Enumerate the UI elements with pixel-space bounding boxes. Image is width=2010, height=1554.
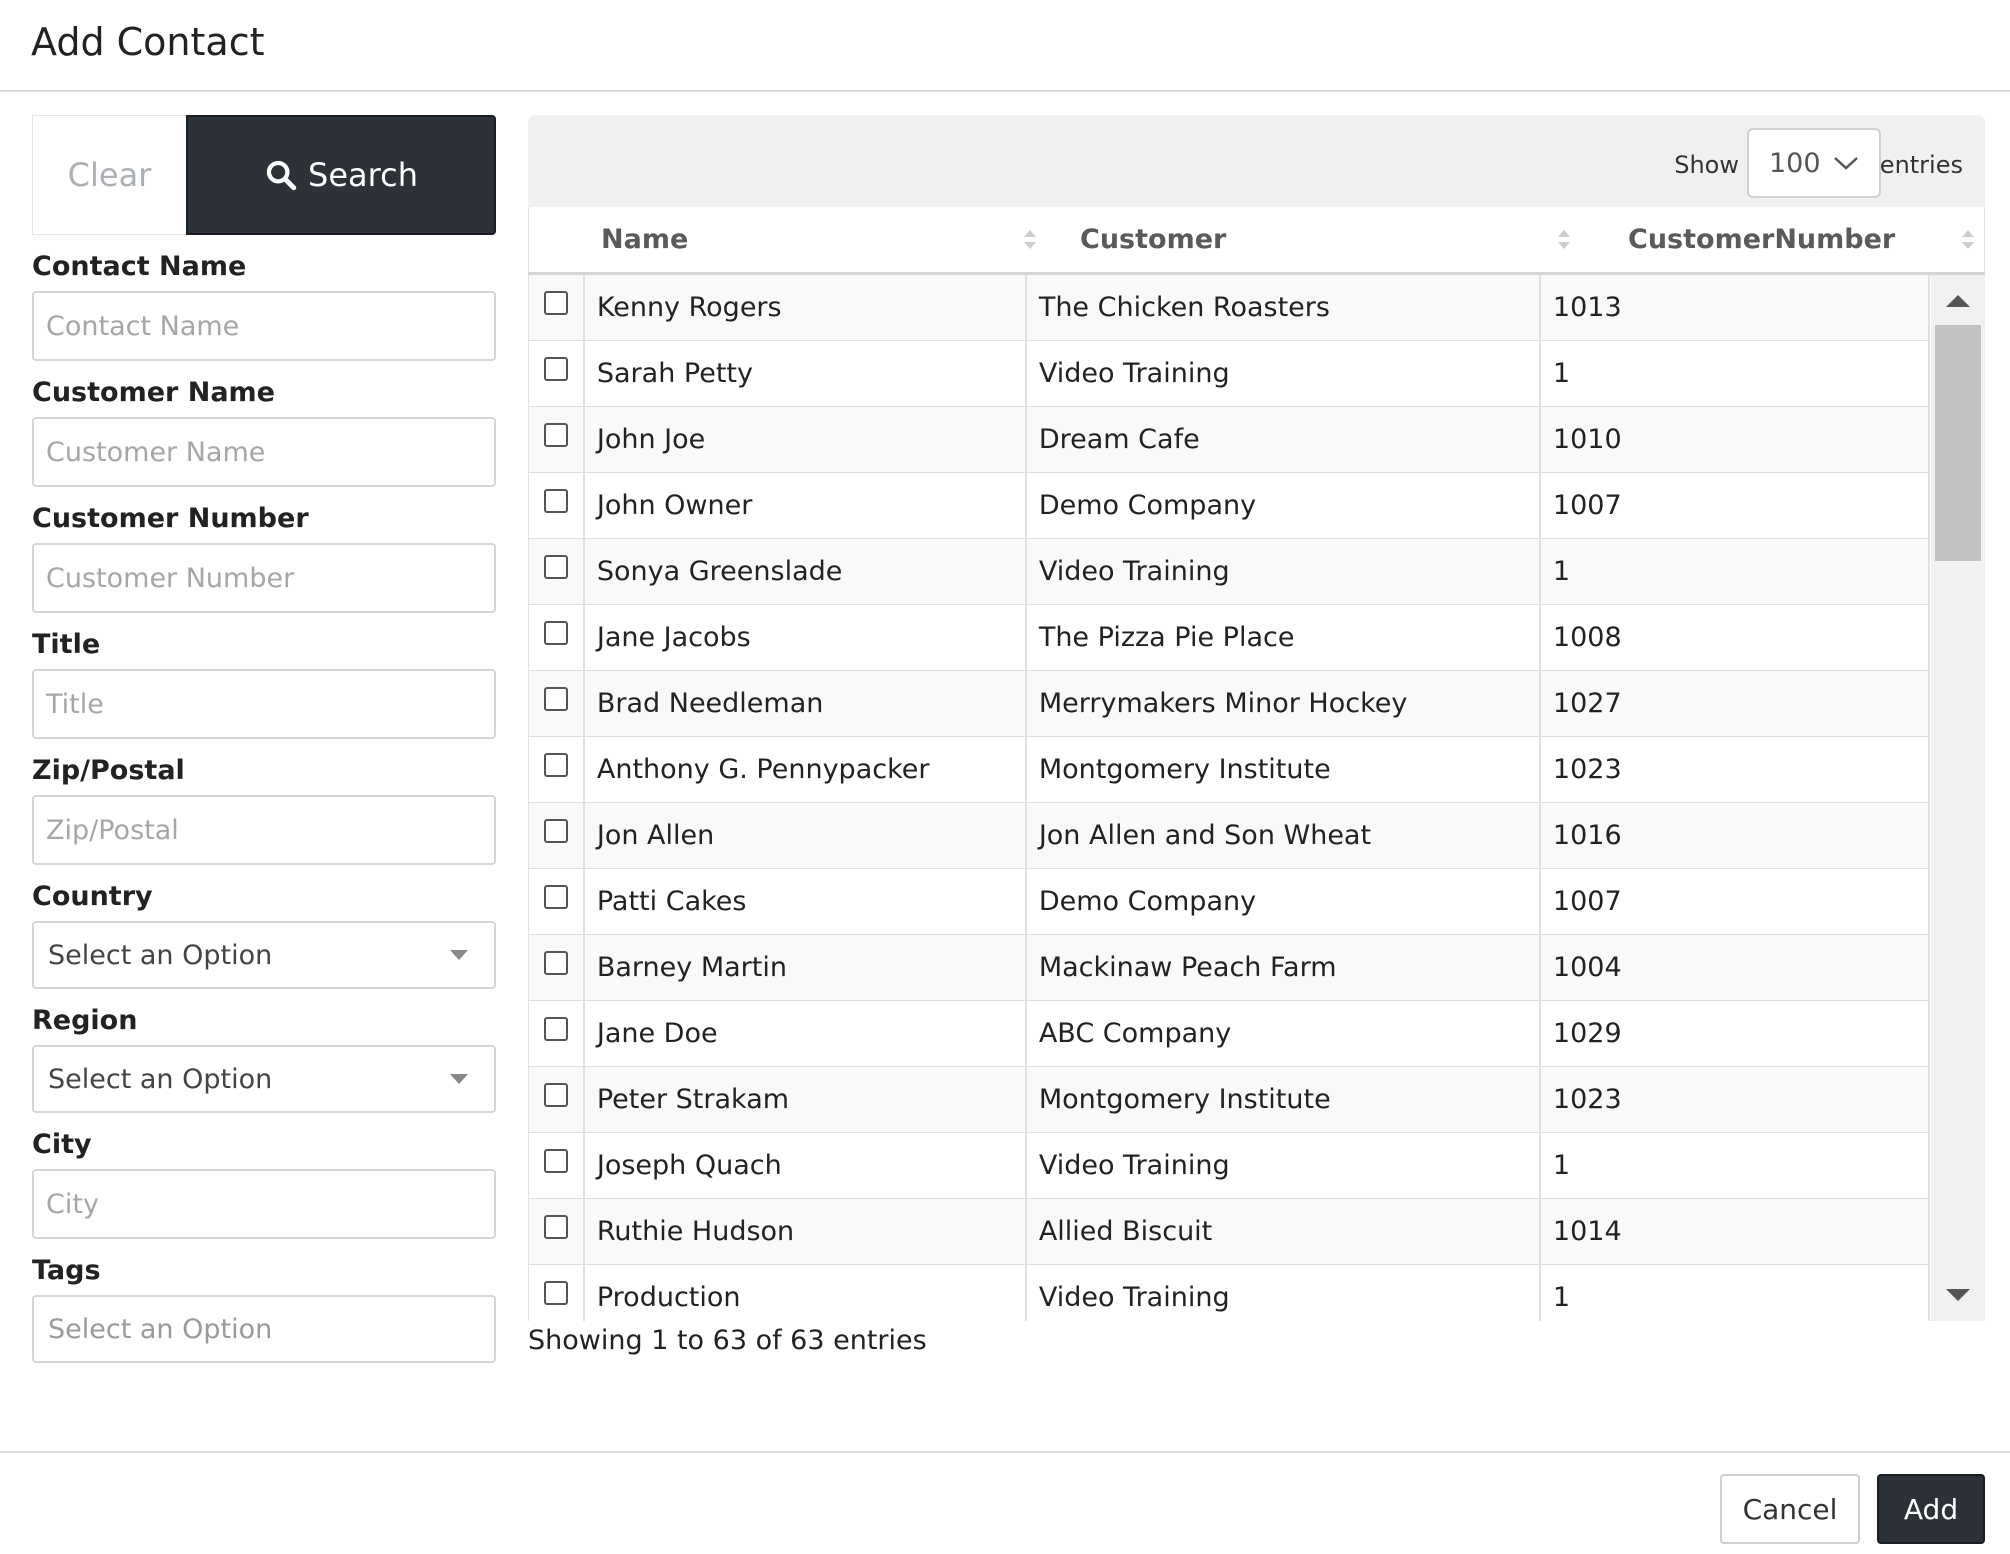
row-checkbox[interactable] [544, 951, 568, 975]
sort-icon [1962, 230, 1974, 252]
row-checkbox[interactable] [544, 885, 568, 909]
name-cell: Production [585, 1265, 1027, 1321]
row-select-cell [529, 671, 585, 736]
search-button[interactable] [186, 115, 496, 235]
customer-cell: ABC Company [1027, 1001, 1541, 1066]
scrollbar-thumb[interactable] [1935, 325, 1981, 561]
name-cell: Kenny Rogers [585, 275, 1027, 340]
title-input[interactable] [32, 669, 496, 739]
tags-label: Tags [32, 1255, 101, 1286]
customer-cell: Video Training [1027, 1265, 1541, 1321]
name-cell: Patti Cakes [585, 869, 1027, 934]
customer-cell: Demo Company [1027, 869, 1541, 934]
row-select-cell [529, 1199, 585, 1264]
customer-cell: Video Training [1027, 539, 1541, 604]
column-header-customer-number[interactable] [1580, 207, 1984, 272]
customer-number-cell: 1 [1541, 341, 1930, 406]
row-select-cell [529, 341, 585, 406]
scroll-down-arrow-icon[interactable] [1946, 1289, 1970, 1301]
row-select-cell [529, 539, 585, 604]
chevron-down-icon [450, 1074, 468, 1084]
table-scrollbar[interactable] [1931, 275, 1985, 1321]
row-select-cell [529, 803, 585, 868]
customer-number-cell: 1 [1541, 539, 1930, 604]
row-select-cell [529, 935, 585, 1000]
zip-input[interactable] [32, 795, 496, 865]
region-select-value: Select an Option [48, 1063, 273, 1095]
customer-name-label: Customer Name [32, 377, 275, 408]
customer-number-cell: 1027 [1541, 671, 1930, 736]
table-header [528, 207, 1985, 275]
customer-cell: Montgomery Institute [1027, 1067, 1541, 1132]
row-checkbox[interactable] [544, 1215, 568, 1239]
customer-number-cell: 1023 [1541, 1067, 1930, 1132]
customer-number-cell: 1008 [1541, 605, 1930, 670]
country-select[interactable] [32, 921, 496, 989]
table-row[interactable] [529, 341, 1930, 407]
customer-cell: The Chicken Roasters [1027, 275, 1541, 340]
table-row[interactable] [529, 935, 1930, 1001]
row-checkbox[interactable] [544, 1017, 568, 1041]
name-cell: Barney Martin [585, 935, 1027, 1000]
table-row[interactable] [529, 1067, 1930, 1133]
row-checkbox[interactable] [544, 1281, 568, 1305]
row-checkbox[interactable] [544, 1083, 568, 1107]
name-cell: Jon Allen [585, 803, 1027, 868]
sort-icon [1558, 230, 1570, 252]
row-checkbox[interactable] [544, 753, 568, 777]
table-row[interactable] [529, 1199, 1930, 1265]
customer-number-cell: 1014 [1541, 1199, 1930, 1264]
contact-name-label: Contact Name [32, 251, 247, 282]
country-label: Country [32, 881, 153, 912]
table-row[interactable] [529, 671, 1930, 737]
row-select-cell [529, 1001, 585, 1066]
customer-cell: Dream Cafe [1027, 407, 1541, 472]
column-header-customer[interactable] [1046, 207, 1580, 272]
table-body [529, 275, 1930, 1321]
column-header-customer-number-label: CustomerNumber [1628, 224, 1896, 255]
customer-number-cell: 1016 [1541, 803, 1930, 868]
scroll-up-arrow-icon[interactable] [1946, 295, 1970, 307]
customer-cell: The Pizza Pie Place [1027, 605, 1541, 670]
customer-cell: Mackinaw Peach Farm [1027, 935, 1541, 1000]
name-cell: Sarah Petty [585, 341, 1027, 406]
column-header-customer-label: Customer [1080, 224, 1227, 255]
row-checkbox[interactable] [544, 423, 568, 447]
tags-multiselect[interactable] [32, 1295, 496, 1363]
table-toolbar [528, 115, 1985, 207]
customer-number-cell: 1 [1541, 1133, 1930, 1198]
row-checkbox[interactable] [544, 687, 568, 711]
customer-cell: Video Training [1027, 1133, 1541, 1198]
row-checkbox[interactable] [544, 819, 568, 843]
table-row[interactable] [529, 407, 1930, 473]
customer-number-cell: 1023 [1541, 737, 1930, 802]
name-cell: Ruthie Hudson [585, 1199, 1027, 1264]
tags-placeholder: Select an Option [48, 1313, 273, 1345]
name-cell: Brad Needleman [585, 671, 1027, 736]
search-icon [264, 158, 298, 192]
row-checkbox[interactable] [544, 291, 568, 315]
customer-number-label: Customer Number [32, 503, 309, 534]
customer-cell: Allied Biscuit [1027, 1199, 1541, 1264]
row-checkbox[interactable] [544, 555, 568, 579]
filter-actions [32, 115, 496, 235]
sort-icon [1024, 230, 1036, 252]
row-checkbox[interactable] [544, 1149, 568, 1173]
page-length-value: 100 [1769, 147, 1821, 179]
name-cell: Joseph Quach [585, 1133, 1027, 1198]
row-checkbox[interactable] [544, 621, 568, 645]
dialog-header [0, 0, 2010, 92]
name-cell: John Owner [585, 473, 1027, 538]
customer-number-cell: 1029 [1541, 1001, 1930, 1066]
row-checkbox[interactable] [544, 489, 568, 513]
customer-cell: Montgomery Institute [1027, 737, 1541, 802]
customer-cell: Video Training [1027, 341, 1541, 406]
length-show-label: Show [1674, 151, 1739, 179]
row-select-cell [529, 1067, 585, 1132]
row-select-cell [529, 407, 585, 472]
row-checkbox[interactable] [544, 357, 568, 381]
contacts-table-wrapper [528, 115, 1985, 1321]
city-label: City [32, 1129, 92, 1160]
table-row[interactable] [529, 869, 1930, 935]
dialog-title: Add Contact [31, 20, 265, 64]
length-entries-label: entries [1879, 151, 1963, 179]
column-header-name-label: Name [601, 224, 689, 255]
table-row[interactable] [529, 539, 1930, 605]
customer-number-cell: 1007 [1541, 869, 1930, 934]
table-body-scroll [528, 275, 1985, 1321]
table-row[interactable] [529, 803, 1930, 869]
customer-name-input[interactable] [32, 417, 496, 487]
clear-button[interactable]: Clear [32, 115, 186, 235]
contact-name-input[interactable] [32, 291, 496, 361]
country-select-value: Select an Option [48, 939, 273, 971]
customer-number-cell: 1004 [1541, 935, 1930, 1000]
name-cell: Sonya Greenslade [585, 539, 1027, 604]
cancel-button[interactable]: Cancel [1720, 1474, 1860, 1544]
table-row[interactable] [529, 473, 1930, 539]
name-cell: Anthony G. Pennypacker [585, 737, 1027, 802]
table-info: Showing 1 to 63 of 63 entries [528, 1325, 927, 1356]
chevron-down-icon [1833, 155, 1859, 171]
row-select-cell [529, 275, 585, 340]
row-select-cell [529, 869, 585, 934]
row-select-cell [529, 1265, 585, 1321]
name-cell: John Joe [585, 407, 1027, 472]
table-row[interactable] [529, 1001, 1930, 1067]
row-select-cell [529, 605, 585, 670]
zip-label: Zip/Postal [32, 755, 185, 786]
region-select[interactable] [32, 1045, 496, 1113]
column-header-name[interactable] [529, 207, 1046, 272]
customer-number-cell: 1007 [1541, 473, 1930, 538]
search-button-label: Search [308, 156, 418, 194]
customer-number-input[interactable] [32, 543, 496, 613]
name-cell: Jane Doe [585, 1001, 1027, 1066]
page-length-select[interactable] [1747, 128, 1881, 198]
row-select-cell [529, 473, 585, 538]
table-row[interactable] [529, 1133, 1930, 1199]
row-select-cell [529, 1133, 585, 1198]
table-row[interactable] [529, 605, 1930, 671]
title-label: Title [32, 629, 101, 660]
customer-cell: Merrymakers Minor Hockey [1027, 671, 1541, 736]
customer-number-cell: 1 [1541, 1265, 1930, 1321]
dialog-footer [0, 1451, 2010, 1554]
customer-number-cell: 1013 [1541, 275, 1930, 340]
table-row[interactable] [529, 275, 1930, 341]
region-label: Region [32, 1005, 138, 1036]
add-button[interactable]: Add [1877, 1474, 1985, 1544]
chevron-down-icon [450, 950, 468, 960]
customer-cell: Demo Company [1027, 473, 1541, 538]
row-select-cell [529, 737, 585, 802]
customer-number-cell: 1010 [1541, 407, 1930, 472]
name-cell: Jane Jacobs [585, 605, 1027, 670]
table-row[interactable] [529, 737, 1930, 803]
name-cell: Peter Strakam [585, 1067, 1027, 1132]
table-row[interactable] [529, 1265, 1930, 1321]
customer-cell: Jon Allen and Son Wheat [1027, 803, 1541, 868]
filter-panel [32, 115, 496, 1363]
city-input[interactable] [32, 1169, 496, 1239]
